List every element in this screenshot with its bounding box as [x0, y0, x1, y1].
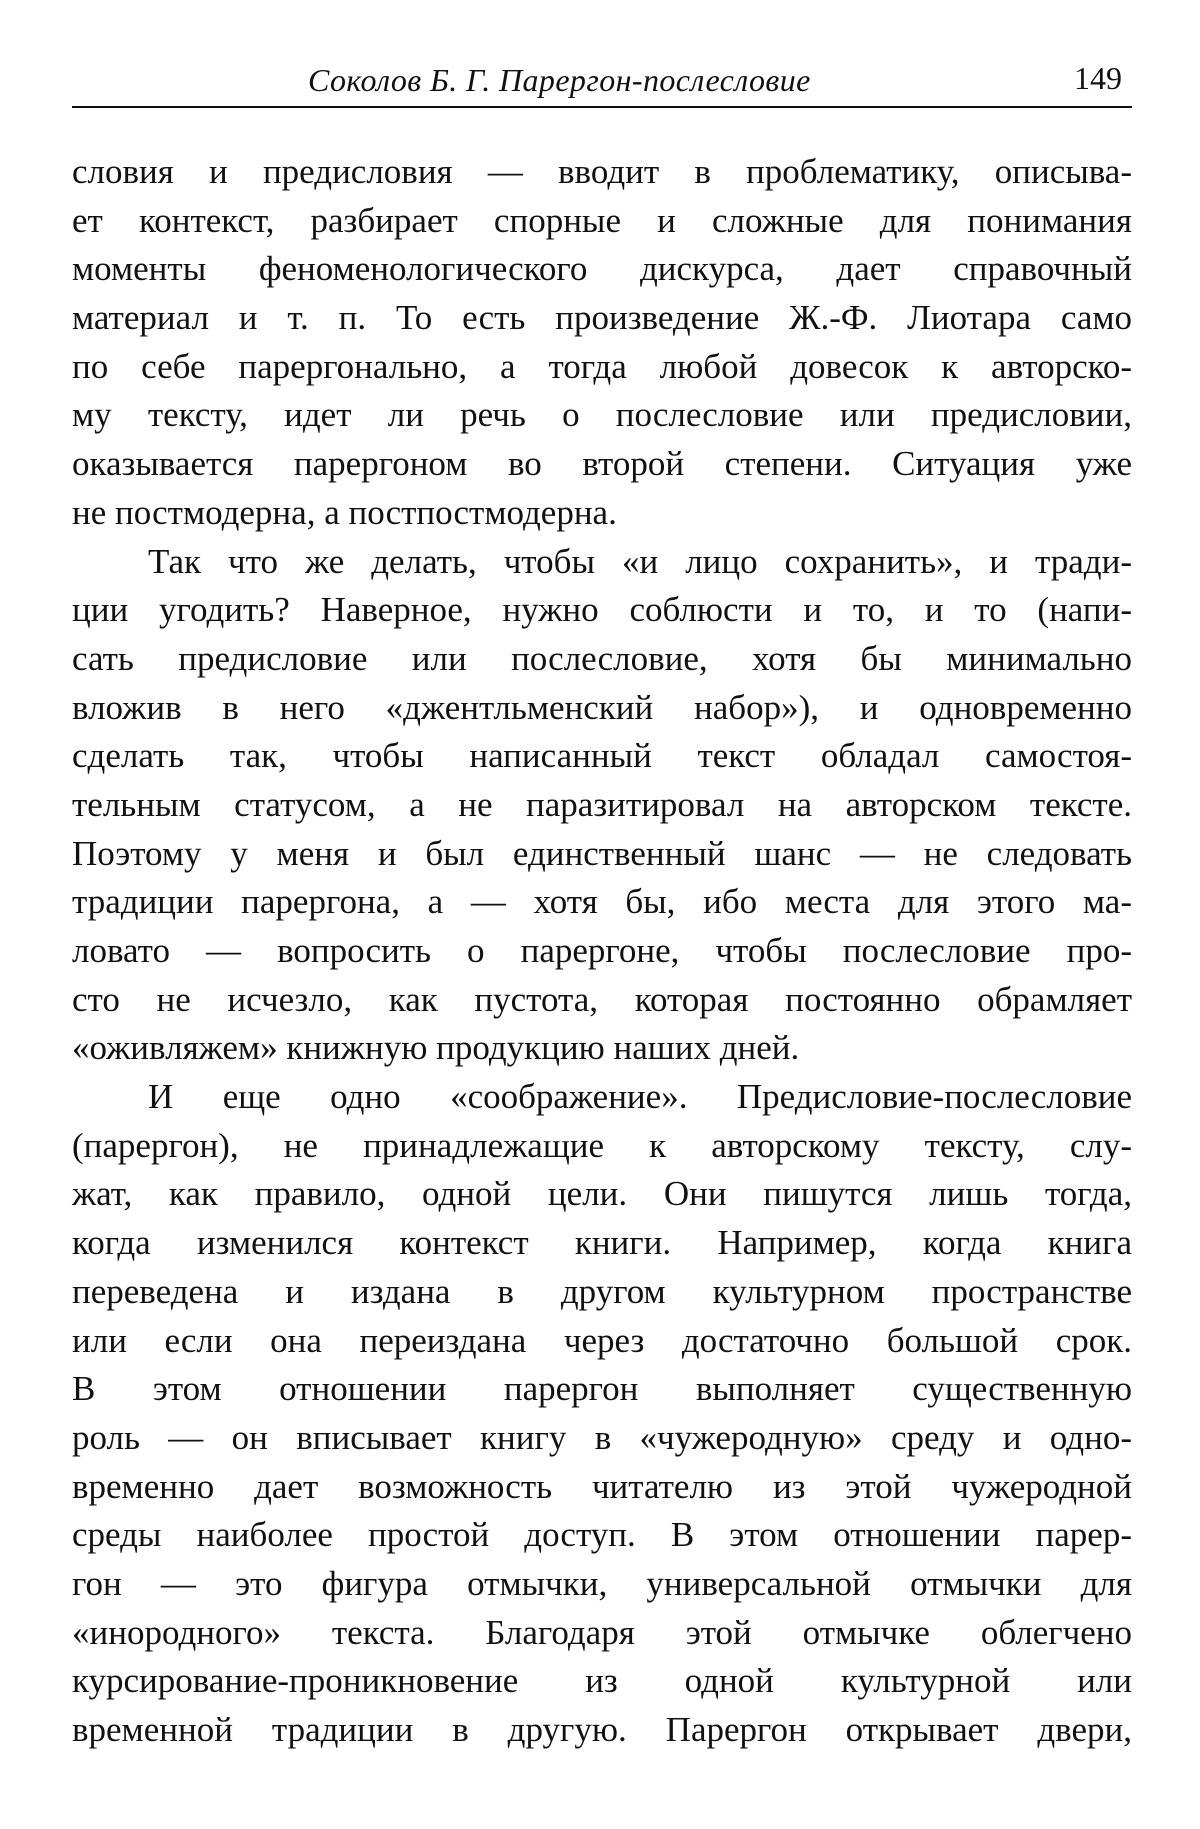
text-line: жат, как правило, одной цели. Они пишутся лишь тогда, — [72, 1174, 1132, 1214]
text-line: не постмодерна, а постпостмодерна. — [72, 492, 617, 532]
text-line: роль — он вписывает книгу в «чужеродную» среду и одно- — [72, 1417, 1132, 1457]
page-number: 149 — [1074, 60, 1122, 96]
running-title: Соколов Б. Г. Парергон-послесловие — [308, 62, 811, 98]
text-line: вложив в него «джентльменский набор»), и одновременно — [72, 687, 1132, 727]
text-line: гон — это фигура отмычки, универсальной отмычки для — [72, 1563, 1132, 1603]
text-line: му тексту, идет ли речь о послесловие или предисловии, — [72, 395, 1132, 435]
text-line: среды наиболее простой доступ. В этом отношении парер- — [72, 1515, 1132, 1555]
text-line: сто не исчезло, как пустота, которая постоянно обрамляет — [72, 979, 1132, 1019]
paragraph-1 — [72, 148, 1132, 538]
text-line: тельным статусом, а не паразитировал на авторском тексте. — [72, 784, 1132, 824]
text-line: временно дает возможность читателю из этой чужеродной — [72, 1466, 1132, 1506]
text-line: переведена и издана в другом культурном пространстве — [72, 1271, 1132, 1311]
text-line: В этом отношении парергон выполняет существенную — [72, 1369, 1132, 1409]
text-line: временной традиции в другую. Парергон открывает двери, — [72, 1710, 1132, 1749]
text-line: Поэтому у меня и был единственный шанс — не следовать — [72, 833, 1132, 873]
text-line: «оживляжем» книжную продукцию наших дней. — [72, 1028, 800, 1068]
running-head — [72, 58, 1132, 108]
text-line: (парергон), не принадлежащие к авторскому тексту, слу- — [72, 1125, 1132, 1165]
text-line: словия и предисловия — вводит в проблематику, описыва- — [72, 152, 1132, 191]
text-line: моменты феноменологического дискурса, дает справочный — [72, 249, 1132, 289]
text-line: когда изменился контекст книги. Например, когда книга — [72, 1223, 1132, 1263]
text-line: «инородного» текста. Благодаря этой отмычке облегчено — [72, 1612, 1132, 1652]
text-line: курсирование-проникновение из одной культурной или — [72, 1661, 1132, 1701]
text-line: ет контекст, разбирает спорные и сложные для понимания — [72, 200, 1132, 240]
text-body — [72, 148, 1132, 1755]
text-line: сать предисловие или послесловие, хотя бы минимально — [72, 638, 1132, 678]
text-line: сделать так, чтобы написанный текст обладал самостоя- — [72, 736, 1132, 776]
text-line: ции угодить? Наверное, нужно соблюсти и то, и то (напи- — [72, 590, 1132, 630]
text-line: по себе парергонально, а тогда любой довесок к авторско- — [72, 346, 1132, 386]
text-line: традиции парергона, а — хотя бы, ибо места для этого ма- — [72, 882, 1132, 922]
text-line: ловато — вопросить о парергоне, чтобы послесловие про- — [72, 931, 1132, 970]
text-line: И еще одно «соображение». Предисловие-послесловие — [148, 1077, 1132, 1117]
text-line: Так что же делать, чтобы «и лицо сохранить», и тради- — [148, 541, 1132, 581]
paragraph-3 — [72, 1073, 1132, 1755]
text-line: или если она переиздана через достаточно большой срок. — [72, 1320, 1132, 1360]
text-line: материал и т. п. То есть произведение Ж.-Ф. Лиотара само — [72, 298, 1132, 338]
text-line: оказывается парергоном во второй степени. Ситуация уже — [72, 444, 1132, 484]
paragraph-2 — [72, 538, 1132, 1074]
